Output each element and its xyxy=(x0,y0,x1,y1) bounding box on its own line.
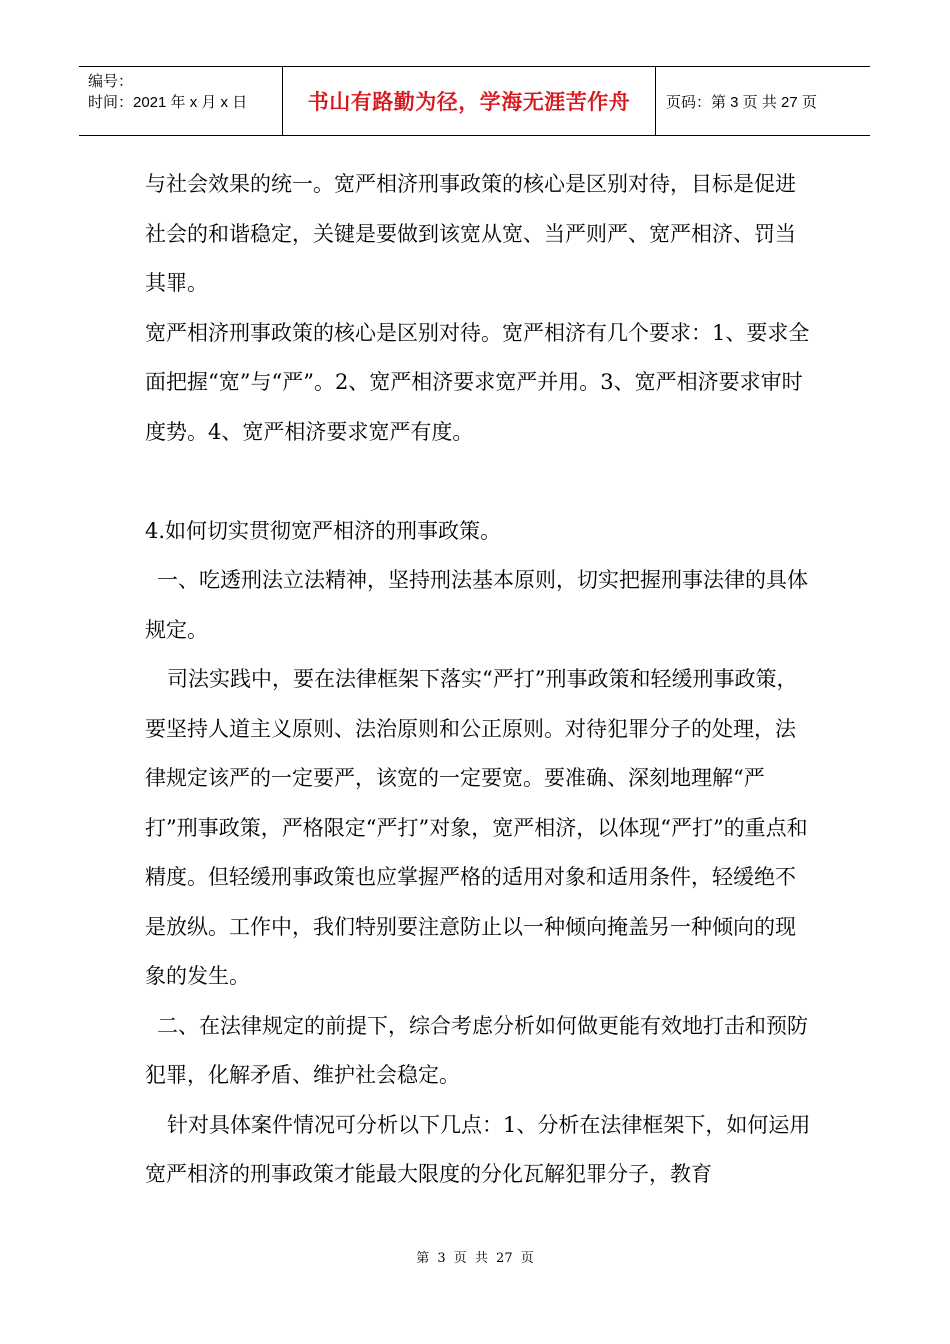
header-meta-cell xyxy=(79,67,283,135)
document-date-label: 时间：2021 年 x 月 x 日 xyxy=(88,94,248,111)
header-page-cell xyxy=(656,67,870,135)
paragraph: 司法实践中，要在法律框架下落实“严打”刑事政策和轻缓刑事政策，要坚持人道主义原则、法治原则和公正原则。对待犯罪分子的处理，法律规定该严的一定要严，该宽的一定要宽。要准确、深刻地理解“严打”刑事政策，严格限定“严打”对象，宽严相济，以体现“严打”的重点和精度。但轻缓刑事政策也应掌握严格的适用对象和适用条件，轻缓绝不是放纵。工作中，我们特别要注意防止以一种倾向掩盖另一种倾向的现象的发生。 xyxy=(145,667,808,988)
section-heading: 4.如何切实贯彻宽严相济的刑事政策。 xyxy=(145,518,502,543)
document-body xyxy=(145,160,815,1200)
paragraph: 与社会效果的统一。宽严相济刑事政策的核心是区别对待，目标是促进社会的和谐稳定，关键是要做到该宽从宽、当严则严、宽严相济、罚当其罪。 xyxy=(145,172,796,295)
page-footer: 第 3 页 共 27 页 xyxy=(416,1251,534,1266)
paragraph: 针对具体案件情况可分析以下几点：1、分析在法律框架下，如何运用宽严相济的刑事政策才能最大限度的分化瓦解犯罪分子，教育 xyxy=(145,1112,811,1186)
paragraph: 二、在法律规定的前提下，综合考虑分析如何做更能有效地打击和预防犯罪，化解矛盾、维护社会稳定。 xyxy=(145,1013,808,1087)
header-motto-cell xyxy=(283,67,656,135)
paragraph-spacer xyxy=(145,457,815,507)
paragraph: 宽严相济刑事政策的核心是区别对待。宽严相济有几个要求：1、要求全面把握“宽”与“严”。2、宽严相济要求宽严并用。3、宽严相济要求审时度势。4、宽严相济要求宽严有度。 xyxy=(145,320,810,444)
page-header xyxy=(79,66,870,136)
paragraph: 一、吃透刑法立法精神，坚持刑法基本原则，切实把握刑事法律的具体规定。 xyxy=(145,568,808,642)
header-page-info: 页码：第 3 页 共 27 页 xyxy=(666,93,817,111)
header-motto: 书山有路勤为径，学海无涯苦作舟 xyxy=(307,90,631,114)
document-number-label: 编号： xyxy=(88,73,134,90)
